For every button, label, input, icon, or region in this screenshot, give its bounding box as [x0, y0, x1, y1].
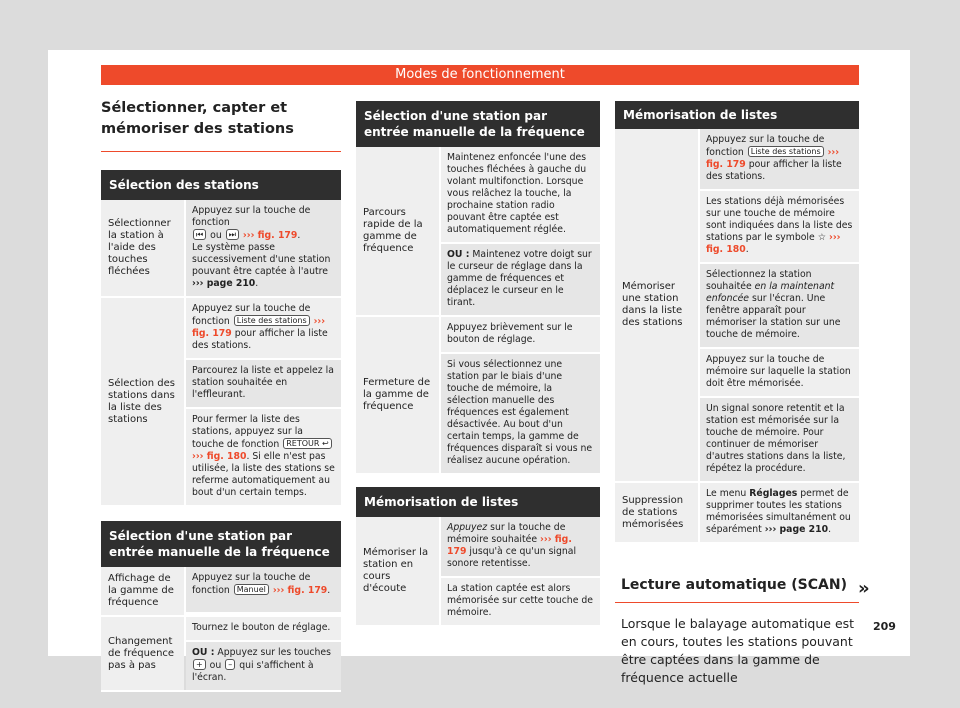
row-text: Sélectionnez la station souhaitée en la maintenant enfoncée sur l'écran. Une fenêtre apparaît pour mémoriser la station sur une touche de mémoire. — [700, 264, 859, 349]
prev-track-icon: ⏮ — [193, 229, 206, 240]
station-list-key: Liste des stations — [234, 315, 310, 326]
row-text: Appuyez sur la touche de fonction Liste des stations ››› fig. 179 pour afficher la liste des stations. — [700, 129, 859, 191]
row-text: Si vous sélectionnez une station par le biais d'une touche de mémoire, la sélection manuelle des fréquences est également désactivée. Au bout d'un certain temps, la gamme de fréquences disparaît si vous ne réalisez aucune opération. — [441, 354, 600, 473]
section-title: Sélectionner, capter et mémoriser des stations — [101, 98, 341, 152]
plus-key: + — [193, 659, 206, 670]
table-row — [101, 617, 341, 692]
page-ref[interactable]: ››› page 210 — [192, 278, 256, 289]
table-heading: Mémorisation de listes — [615, 101, 859, 129]
table-heading: Sélection d'une station par entrée manuelle de la fréquence — [356, 101, 600, 147]
figure-ref[interactable]: ››› fig. 179 — [447, 534, 572, 557]
left-column — [101, 98, 341, 692]
table-manual-frequency — [101, 521, 341, 692]
star-icon: ☆ — [817, 232, 827, 243]
figure-ref[interactable]: ››› fig. 179 — [272, 585, 328, 596]
scan-text: Lorsque le balayage automatique est en cours, toutes les stations pouvant être captées dans la gamme de fréquence actuelle — [621, 616, 855, 685]
table-row — [356, 147, 600, 317]
row-text: Tournez le bouton de réglage. — [186, 617, 341, 642]
figure-ref[interactable]: ››› fig. 179 — [192, 316, 326, 339]
row-label: Parcours rapide de la gamme de fréquence — [356, 147, 439, 315]
continue-arrow-icon: » — [858, 578, 870, 599]
page-number: 209 — [873, 620, 896, 633]
table-memory — [356, 487, 600, 627]
row-text: OU : Maintenez votre doigt sur le curseur de réglage dans la gamme de fréquences et déplacez le curseur en le tirant. — [441, 244, 600, 315]
row-text: Appuyez sur la touche de fonction Liste des stations ››› fig. 179 pour afficher la liste des stations. — [186, 298, 341, 360]
row-label: Mémoriser une station dans la liste des stations — [615, 129, 698, 481]
figure-ref[interactable]: ››› fig. 180 — [192, 451, 247, 462]
scan-title: Lecture automatique (SCAN) — [615, 575, 859, 603]
table-heading: Sélection des stations — [101, 170, 341, 200]
page-header — [101, 65, 859, 85]
table-row — [356, 317, 600, 475]
back-key: RETOUR ↩ — [283, 438, 331, 449]
header-title: Modes de fonctionnement — [395, 67, 565, 82]
row-text: Appuyez sur la touche de fonction Manuel ››› fig. 179. — [186, 567, 341, 612]
table-station-selection — [101, 170, 341, 507]
figure-ref[interactable]: ››› fig. 179 — [706, 147, 840, 170]
figure-ref[interactable]: ››› fig. 179 — [242, 230, 298, 241]
row-text: Les stations déjà mémorisées sur une touche de mémoire sont indiquées dans la liste des stations par le symbole ☆ ››› fig. 180. — [700, 191, 859, 264]
middle-column — [356, 101, 600, 627]
row-text: Appuyez sur la touche de fonction ⏮ ou ⏭ ››› fig. 179. Le système passe successivement d'une station pouvant être captée à l'autre ››› page 210. — [186, 200, 341, 296]
figure-ref[interactable]: ››› fig. 180 — [706, 232, 841, 255]
manual-key: Manuel — [234, 584, 269, 595]
row-text: Le menu Réglages permet de supprimer toutes les stations mémorisées simultanément ou séparément ››› page 210. — [700, 483, 859, 542]
minus-key: – — [225, 659, 235, 670]
settings-menu: Réglages — [749, 488, 798, 499]
page-ref[interactable]: ››› page 210 — [764, 524, 829, 535]
row-label: Changement de fréquence pas à pas — [101, 617, 184, 690]
row-label: Affichage de la gamme de fréquence — [101, 567, 184, 615]
table-heading: Mémorisation de listes — [356, 487, 600, 517]
back-arrow-icon: ↩ — [322, 439, 329, 448]
row-text: OU : Appuyez sur les touches + ou – qui s'affichent à l'écran. — [186, 642, 341, 690]
row-label: Fermeture de la gamme de fréquence — [356, 317, 439, 473]
row-text: Maintenez enfoncée l'une des touches fléchées à gauche du volant multifonction. Lorsque vous relâchez la touche, la prochaine station radio pouvant être captée est automatiquement réglée. — [441, 147, 600, 244]
next-track-icon: ⏭ — [226, 229, 239, 240]
right-column — [615, 101, 859, 687]
row-text: Appuyez brièvement sur le bouton de réglage. — [441, 317, 600, 354]
row-label: Sélectionner la station à l'aide des touches fléchées — [101, 200, 184, 296]
row-label: Sélection des stations dans la liste des stations — [101, 298, 184, 505]
table-row — [101, 567, 341, 617]
row-text: Parcourez la liste et appelez la station souhaitée en l'effleurant. — [186, 360, 341, 409]
row-label: Suppression de stations mémorisées — [615, 483, 698, 542]
table-memory-lists — [615, 101, 859, 544]
row-text: Appuyez sur la touche de mémoire sur laquelle la station doit être mémorisée. — [700, 349, 859, 398]
row-text: Pour fermer la liste des stations, appuyez sur la touche de fonction RETOUR ↩ ››› fig. 180. Si elle n'est pas utilisée, la liste des stations se referme automatiquement au bout d'un certain temps. — [186, 409, 341, 505]
row-text: Appuyez sur la touche de mémoire souhaitée ››› fig. 179 jusqu'à ce qu'un signal sonore retentisse. — [441, 517, 600, 578]
row-text: Un signal sonore retentit et la station est mémorisée sur la touche de mémoire. Pour continuer de mémoriser d'autres stations dans la liste, répétez la procédure. — [700, 398, 859, 481]
table-row — [615, 483, 859, 544]
table-heading: Sélection d'une station par entrée manuelle de la fréquence — [101, 521, 341, 567]
station-list-key: Liste des stations — [748, 146, 824, 157]
table-row — [615, 129, 859, 483]
table-row — [101, 200, 341, 298]
table-row — [101, 298, 341, 507]
table-row — [356, 517, 600, 627]
table-manual-frequency-cont — [356, 101, 600, 475]
row-label: Mémoriser la station en cours d'écoute — [356, 517, 439, 625]
row-text: La station captée est alors mémorisée sur cette touche de mémoire. — [441, 578, 600, 625]
